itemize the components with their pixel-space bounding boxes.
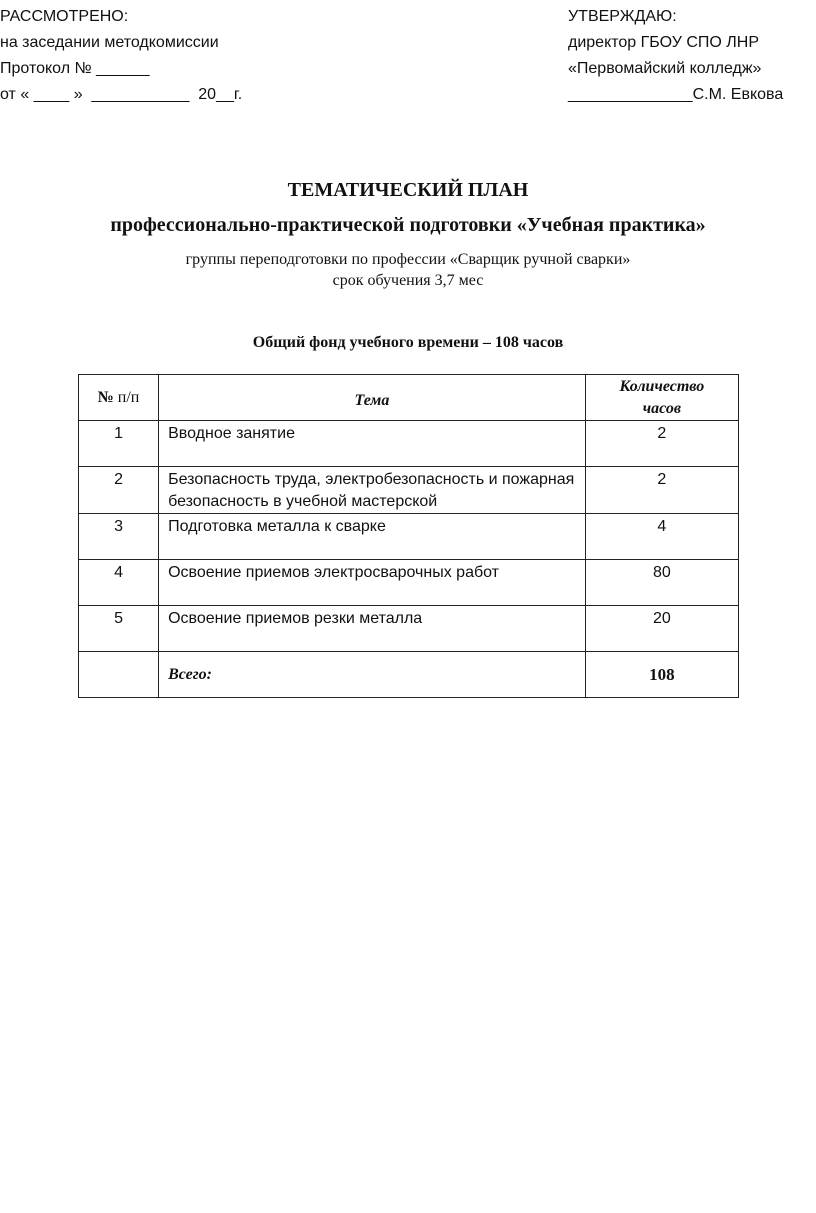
- total-time-fund: Общий фонд учебного времени – 108 часов: [252, 334, 564, 351]
- total-label: Всего:: [159, 652, 586, 698]
- approval-block-approved: [568, 4, 783, 108]
- row-hours: 80: [585, 560, 738, 606]
- row-number: 2: [79, 467, 159, 514]
- study-term: срок обучения 3,7 мес: [332, 272, 484, 289]
- date-line: от « ____ » ___________ 20__г.: [0, 86, 243, 103]
- document-subtitle: профессионально-практической подготовки «Учебная практика»: [110, 214, 706, 236]
- table-row: [79, 421, 739, 467]
- total-hours: 108: [585, 652, 738, 698]
- director-position: директор ГБОУ СПО ЛНР: [568, 34, 759, 51]
- row-number: 3: [79, 514, 159, 560]
- number-label: п/п: [113, 388, 140, 406]
- row-hours: 2: [585, 467, 738, 514]
- row-topic: Безопасность труда, электробезопасность и пожарная безопасность в учебной мастерской: [159, 467, 586, 514]
- thematic-plan-table: [78, 374, 739, 698]
- table-row: [79, 467, 739, 514]
- table-row: [79, 560, 739, 606]
- header-hours-line2: часов: [642, 399, 681, 417]
- total-empty-cell: [79, 652, 159, 698]
- header-hours: [585, 375, 738, 421]
- row-topic: Подготовка металла к сварке: [159, 514, 586, 560]
- number-sign: №: [97, 388, 114, 406]
- document-title: ТЕМАТИЧЕСКИЙ ПЛАН: [287, 179, 529, 201]
- protocol-number-line: Протокол № ______: [0, 60, 150, 77]
- table-row: [79, 514, 739, 560]
- header-topic: Тема: [159, 375, 586, 421]
- reviewed-label: РАССМОТРЕНО:: [0, 8, 129, 25]
- commission-meeting-text: на заседании методкомиссии: [0, 34, 219, 51]
- row-topic: Вводное занятие: [159, 421, 586, 467]
- header-number: [79, 375, 159, 421]
- row-topic: Освоение приемов резки металла: [159, 606, 586, 652]
- row-number: 5: [79, 606, 159, 652]
- row-hours: 20: [585, 606, 738, 652]
- row-number: 4: [79, 560, 159, 606]
- table-total-row: [79, 652, 739, 698]
- table-row: [79, 606, 739, 652]
- row-number: 1: [79, 421, 159, 467]
- college-name: «Первомайский колледж»: [568, 60, 762, 77]
- row-hours: 2: [585, 421, 738, 467]
- group-description: группы переподготовки по профессии «Сварщик ручной сварки»: [185, 251, 631, 268]
- table-header-row: [79, 375, 739, 421]
- row-hours: 4: [585, 514, 738, 560]
- header-hours-line1: Количество: [619, 377, 705, 395]
- approved-label: УТВЕРЖДАЮ:: [568, 8, 677, 25]
- director-signature-line: ______________С.М. Евкова: [568, 86, 784, 103]
- approval-block-reviewed: [0, 4, 242, 108]
- row-topic: Освоение приемов электросварочных работ: [159, 560, 586, 606]
